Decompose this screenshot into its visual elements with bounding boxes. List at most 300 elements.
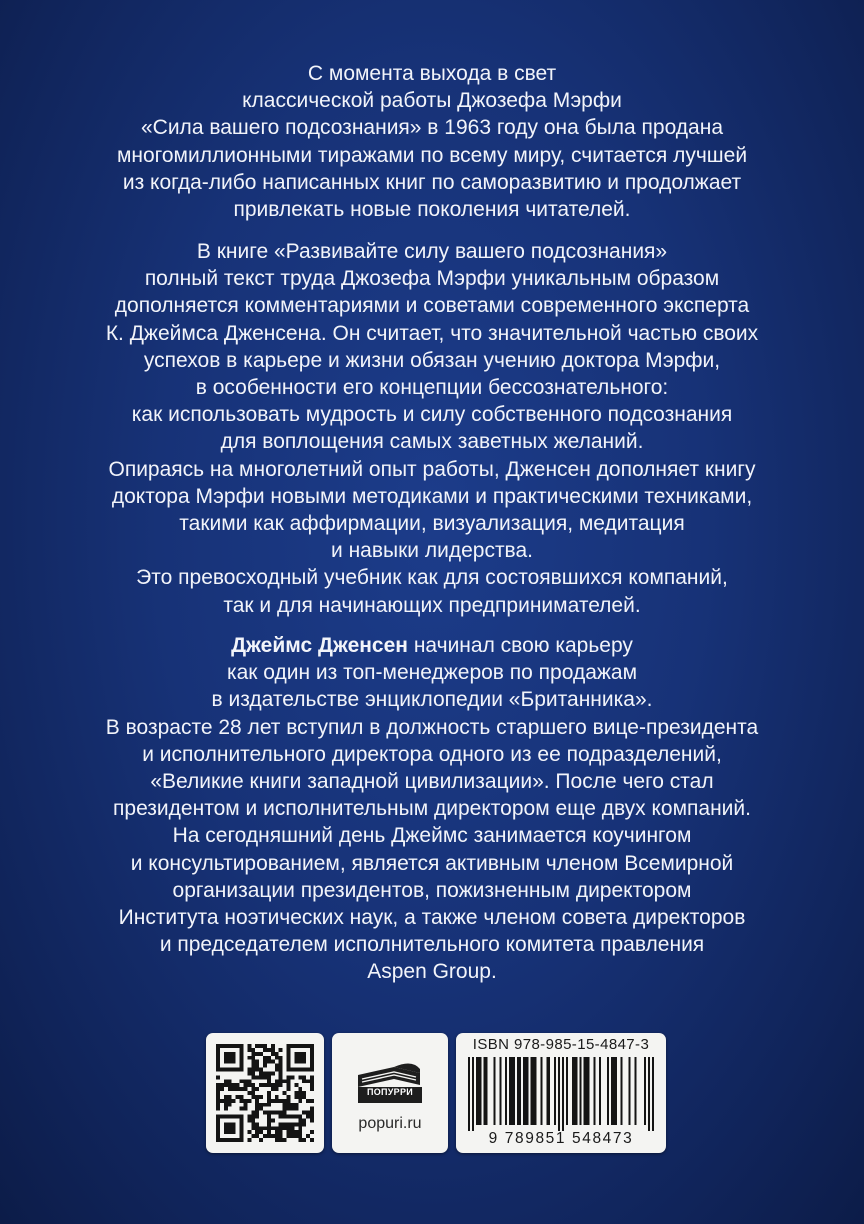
qr-module [275, 1083, 279, 1087]
qr-module [240, 1056, 244, 1060]
qr-module [240, 1044, 244, 1048]
qr-module [224, 1060, 228, 1064]
qr-module [283, 1111, 287, 1115]
qr-module [298, 1091, 302, 1095]
barcode-bar [511, 1057, 513, 1125]
isbn-label: ISBN 978-985-15-4847-3 [472, 1036, 650, 1053]
qr-module [255, 1099, 259, 1103]
qr-module [220, 1115, 224, 1119]
barcode-bar [476, 1057, 478, 1125]
qr-module [224, 1095, 228, 1099]
qr-module [263, 1083, 267, 1087]
qr-module [255, 1064, 259, 1068]
qr-module [275, 1099, 279, 1103]
qr-module [306, 1099, 310, 1103]
qr-module [220, 1083, 224, 1087]
qr-module [267, 1103, 271, 1107]
qr-module [294, 1103, 298, 1107]
qr-module [255, 1103, 259, 1107]
qr-module [240, 1099, 244, 1103]
qr-module [290, 1103, 294, 1107]
barcode-bar [566, 1057, 568, 1125]
qr-module [287, 1083, 291, 1087]
qr-module [224, 1099, 228, 1103]
qr-module [287, 1087, 291, 1091]
barcode-bar [527, 1057, 529, 1125]
qr-module [287, 1064, 291, 1068]
qr-module [298, 1122, 302, 1126]
qr-module [251, 1095, 255, 1099]
qr-module [279, 1122, 283, 1126]
barcode-bar [584, 1057, 586, 1125]
qr-module [251, 1134, 255, 1138]
text-line: для воплощения самых заветных желаний. [220, 430, 644, 454]
qr-module [259, 1083, 263, 1087]
qr-module [302, 1060, 306, 1064]
qr-module [298, 1115, 302, 1119]
qr-module [275, 1068, 279, 1072]
qr-module [310, 1138, 314, 1142]
qr-module [287, 1095, 291, 1099]
barcode-bar [558, 1057, 560, 1131]
qr-module [283, 1107, 287, 1111]
qr-module [275, 1087, 279, 1091]
qr-module [271, 1126, 275, 1130]
text-line: в особенности его концепции бессознательного: [195, 376, 669, 400]
qr-module [232, 1087, 236, 1091]
text-line: такими как аффирмации, визуализация, медитация [179, 512, 685, 536]
qr-module [275, 1134, 279, 1138]
qr-module [294, 1115, 298, 1119]
qr-module [294, 1083, 298, 1087]
qr-module [287, 1122, 291, 1126]
barcode-bar [587, 1057, 589, 1125]
qr-module [247, 1091, 251, 1095]
qr-module [228, 1060, 232, 1064]
qr-module [263, 1134, 267, 1138]
qr-module [216, 1091, 220, 1095]
barcode-bar [535, 1057, 537, 1125]
qr-module [310, 1083, 314, 1087]
qr-module [275, 1056, 279, 1060]
qr-module [224, 1126, 228, 1130]
text-line: Aspen Group. [367, 960, 497, 984]
qr-module [279, 1068, 283, 1072]
qr-module [251, 1126, 255, 1130]
qr-module [236, 1068, 240, 1072]
barcode-bar [607, 1057, 609, 1125]
qr-module [287, 1048, 291, 1052]
qr-module [287, 1079, 291, 1083]
qr-module [228, 1095, 232, 1099]
qr-module [216, 1064, 220, 1068]
text-line: Опираясь на многолетний опыт работы, Дженсен дополняет книгу [108, 457, 756, 481]
qr-module [236, 1138, 240, 1142]
qr-module [279, 1079, 283, 1083]
qr-module [275, 1130, 279, 1134]
qr-module [236, 1087, 240, 1091]
qr-module [310, 1044, 314, 1048]
text-line: С момента выхода в свет [307, 62, 557, 85]
text-line: классической работы Джозефа Мэрфи [242, 89, 622, 113]
qr-module [310, 1111, 314, 1115]
qr-module [279, 1111, 283, 1115]
qr-module [240, 1068, 244, 1072]
qr-module [290, 1107, 294, 1111]
qr-module [263, 1071, 267, 1075]
qr-module [302, 1122, 306, 1126]
qr-module [240, 1118, 244, 1122]
text-line: и навыки лидерства. [331, 539, 533, 563]
book-description-paragraph [40, 238, 824, 619]
qr-module [228, 1126, 232, 1130]
qr-module [287, 1060, 291, 1064]
qr-module [290, 1134, 294, 1138]
qr-module [271, 1071, 275, 1075]
qr-module [310, 1060, 314, 1064]
qr-module [228, 1083, 232, 1087]
text-line: многомиллионными тиражами по всему миру, считается лучшей [116, 143, 748, 167]
qr-module [232, 1060, 236, 1064]
text-line: В книге «Развивайте силу вашего подсознания» [196, 240, 668, 263]
barcode-bar [634, 1057, 636, 1125]
qr-module [259, 1107, 263, 1111]
qr-module [275, 1111, 279, 1115]
text-line: «Сила вашего подсознания» в 1963 году она была продана [140, 116, 724, 140]
qr-module [275, 1052, 279, 1056]
qr-module [224, 1107, 228, 1111]
qr-module [224, 1079, 228, 1083]
qr-module [236, 1115, 240, 1119]
qr-module [287, 1115, 291, 1119]
qr-module [287, 1044, 291, 1048]
qr-module [224, 1138, 228, 1142]
qr-code[interactable] [216, 1041, 314, 1145]
qr-module [279, 1115, 283, 1119]
qr-module [267, 1134, 271, 1138]
qr-module [216, 1130, 220, 1134]
qr-module [216, 1056, 220, 1060]
qr-module [240, 1122, 244, 1126]
qr-module [255, 1087, 259, 1091]
qr-module [310, 1118, 314, 1122]
qr-module [267, 1111, 271, 1115]
qr-module [290, 1122, 294, 1126]
qr-module [216, 1118, 220, 1122]
qr-module [290, 1115, 294, 1119]
text-line: и консультированием, является активным членом Всемирной [130, 851, 734, 875]
qr-module [232, 1122, 236, 1126]
text-line: привлекать новые поколения читателей. [233, 198, 631, 222]
qr-module [243, 1087, 247, 1091]
qr-module [240, 1130, 244, 1134]
qr-module [283, 1115, 287, 1119]
qr-module [271, 1060, 275, 1064]
qr-module [240, 1138, 244, 1142]
qr-module [271, 1044, 275, 1048]
qr-module [259, 1052, 263, 1056]
qr-module [251, 1122, 255, 1126]
barcode-bar [505, 1057, 507, 1125]
barcode-bar [599, 1057, 601, 1125]
qr-module [251, 1111, 255, 1115]
qr-code-panel [206, 1033, 324, 1153]
qr-module [287, 1130, 291, 1134]
qr-module [279, 1048, 283, 1052]
qr-module [236, 1095, 240, 1099]
qr-module [302, 1079, 306, 1083]
qr-module [232, 1044, 236, 1048]
barcode-bar [615, 1057, 617, 1125]
qr-module [302, 1118, 306, 1122]
barcode-bar [519, 1057, 521, 1125]
qr-module [290, 1075, 294, 1079]
qr-module [267, 1060, 271, 1064]
qr-module [294, 1060, 298, 1064]
publisher-logo-text: ПОПУРРИ [366, 1087, 414, 1097]
qr-module [232, 1052, 236, 1056]
qr-module [298, 1056, 302, 1060]
qr-module [216, 1126, 220, 1130]
qr-module [302, 1075, 306, 1079]
qr-module [228, 1115, 232, 1119]
qr-module [294, 1130, 298, 1134]
barcode-bar [478, 1057, 480, 1125]
qr-module [220, 1087, 224, 1091]
text-line: Это превосходный учебник как для состоявшихся компаний, [136, 566, 728, 590]
qr-module [247, 1079, 251, 1083]
barcode-bar [509, 1057, 511, 1125]
barcode-bar [613, 1057, 615, 1125]
qr-module [298, 1087, 302, 1091]
text-line [40, 632, 824, 659]
qr-module [251, 1060, 255, 1064]
qr-module [259, 1044, 263, 1048]
qr-module [263, 1111, 267, 1115]
qr-module [247, 1115, 251, 1119]
qr-module [290, 1126, 294, 1130]
qr-module [294, 1134, 298, 1138]
qr-module [298, 1044, 302, 1048]
qr-module [302, 1091, 306, 1095]
qr-module [306, 1044, 310, 1048]
qr-module [224, 1130, 228, 1134]
qr-module [247, 1138, 251, 1142]
qr-module [243, 1099, 247, 1103]
qr-module [251, 1056, 255, 1060]
qr-module [216, 1075, 220, 1079]
qr-module [294, 1052, 298, 1056]
barcode-bar [472, 1057, 474, 1131]
qr-module [287, 1068, 291, 1072]
qr-module [251, 1118, 255, 1122]
qr-module [247, 1118, 251, 1122]
qr-module [247, 1071, 251, 1075]
qr-module [279, 1056, 283, 1060]
qr-module [263, 1126, 267, 1130]
text-line: В возрасте 28 лет вступил в должность старшего вице-президента [105, 715, 759, 739]
qr-module [298, 1134, 302, 1138]
qr-module [216, 1044, 220, 1048]
barcode-bar [540, 1057, 542, 1125]
qr-module [290, 1130, 294, 1134]
qr-module [283, 1079, 287, 1083]
qr-module [263, 1044, 267, 1048]
qr-module [240, 1048, 244, 1052]
text-line: На сегодняшний день Джеймс занимается коучингом [172, 824, 692, 848]
qr-module [240, 1115, 244, 1119]
barcode-bar [533, 1057, 535, 1125]
text-line: организации президентов, пожизненным директором [172, 878, 692, 902]
text-line: Института ноэтических наук, а также членом совета директоров [118, 906, 746, 930]
text-line: полный текст труда Джозефа Мэрфи уникальным образом [144, 267, 720, 291]
qr-module [287, 1107, 291, 1111]
qr-module [287, 1126, 291, 1130]
qr-module [294, 1107, 298, 1111]
qr-module [255, 1115, 259, 1119]
qr-module [267, 1071, 271, 1075]
qr-module [302, 1111, 306, 1115]
qr-module [298, 1118, 302, 1122]
barcode-bar [562, 1057, 564, 1131]
qr-module [251, 1091, 255, 1095]
qr-module [275, 1095, 279, 1099]
qr-module [267, 1126, 271, 1130]
qr-module [275, 1079, 279, 1083]
text-line: как один из топ-менеджеров по продажам [226, 661, 638, 685]
qr-module [287, 1099, 291, 1103]
qr-module [247, 1130, 251, 1134]
qr-module [251, 1115, 255, 1119]
qr-module [302, 1138, 306, 1142]
qr-module [240, 1095, 244, 1099]
qr-module [271, 1052, 275, 1056]
qr-module [283, 1122, 287, 1126]
qr-module [283, 1103, 287, 1107]
qr-module [294, 1068, 298, 1072]
author-first-line: начинал свою карьеру [407, 634, 633, 657]
qr-module [290, 1068, 294, 1072]
qr-module [259, 1071, 263, 1075]
qr-module [255, 1075, 259, 1079]
qr-module [240, 1064, 244, 1068]
qr-module [240, 1052, 244, 1056]
qr-module [267, 1079, 271, 1083]
qr-module [310, 1056, 314, 1060]
qr-module [298, 1075, 302, 1079]
qr-module [216, 1068, 220, 1072]
barcode-bar [585, 1057, 587, 1125]
qr-module [216, 1083, 220, 1087]
qr-module [232, 1130, 236, 1134]
barcode [468, 1057, 654, 1131]
qr-module [271, 1099, 275, 1103]
qr-module [263, 1103, 267, 1107]
qr-module [263, 1075, 267, 1079]
barcode-bar [621, 1057, 623, 1125]
qr-module [298, 1052, 302, 1056]
qr-module [228, 1099, 232, 1103]
qr-module [232, 1126, 236, 1130]
qr-module [263, 1064, 267, 1068]
qr-module [255, 1111, 259, 1115]
qr-module [302, 1044, 306, 1048]
qr-module [247, 1056, 251, 1060]
qr-module [224, 1083, 228, 1087]
barcode-bar [486, 1057, 488, 1125]
qr-module [259, 1103, 263, 1107]
qr-module [247, 1068, 251, 1072]
text-line: доктора Мэрфи новыми методиками и практическими техниками, [111, 484, 753, 508]
qr-module [228, 1103, 232, 1107]
barcode-bar [531, 1057, 533, 1125]
qr-module [255, 1126, 259, 1130]
qr-module [310, 1064, 314, 1068]
barcode-bar [484, 1057, 486, 1125]
qr-module [232, 1068, 236, 1072]
qr-module [310, 1107, 314, 1111]
qr-module [267, 1091, 271, 1095]
qr-module [251, 1087, 255, 1091]
barcode-bar [499, 1057, 501, 1125]
qr-module [279, 1075, 283, 1079]
qr-module [247, 1083, 251, 1087]
qr-module [275, 1138, 279, 1142]
qr-module [279, 1126, 283, 1130]
qr-module [302, 1052, 306, 1056]
barcode-bar [576, 1057, 578, 1125]
qr-module [310, 1075, 314, 1079]
qr-module [283, 1126, 287, 1130]
qr-module [224, 1115, 228, 1119]
qr-module [263, 1048, 267, 1052]
qr-module [306, 1115, 310, 1119]
qr-module [255, 1044, 259, 1048]
qr-module [240, 1134, 244, 1138]
qr-module [279, 1099, 283, 1103]
qr-module [263, 1056, 267, 1060]
qr-module [228, 1130, 232, 1134]
qr-module [298, 1060, 302, 1064]
qr-module [228, 1044, 232, 1048]
barcode-bar [652, 1057, 654, 1131]
qr-module [310, 1052, 314, 1056]
qr-module [302, 1068, 306, 1072]
barcode-bar [480, 1057, 482, 1125]
qr-module [236, 1044, 240, 1048]
text-line: дополняется комментариями и советами современного эксперта [114, 294, 750, 318]
publisher-website[interactable]: popuri.ru [358, 1115, 422, 1132]
qr-module [267, 1115, 271, 1119]
qr-module [251, 1048, 255, 1052]
barcode-bar [546, 1057, 548, 1125]
qr-module [287, 1075, 291, 1079]
qr-module [216, 1115, 220, 1119]
qr-module [251, 1071, 255, 1075]
qr-module [232, 1099, 236, 1103]
qr-module [216, 1107, 220, 1111]
barcode-digits: 9 789851 548473 [488, 1130, 634, 1147]
qr-module [287, 1056, 291, 1060]
qr-module [279, 1060, 283, 1064]
barcode-bar [629, 1057, 631, 1125]
qr-module [220, 1138, 224, 1142]
qr-module [228, 1052, 232, 1056]
barcode-bar [525, 1057, 527, 1125]
qr-module [255, 1130, 259, 1134]
qr-module [279, 1134, 283, 1138]
qr-module [220, 1044, 224, 1048]
